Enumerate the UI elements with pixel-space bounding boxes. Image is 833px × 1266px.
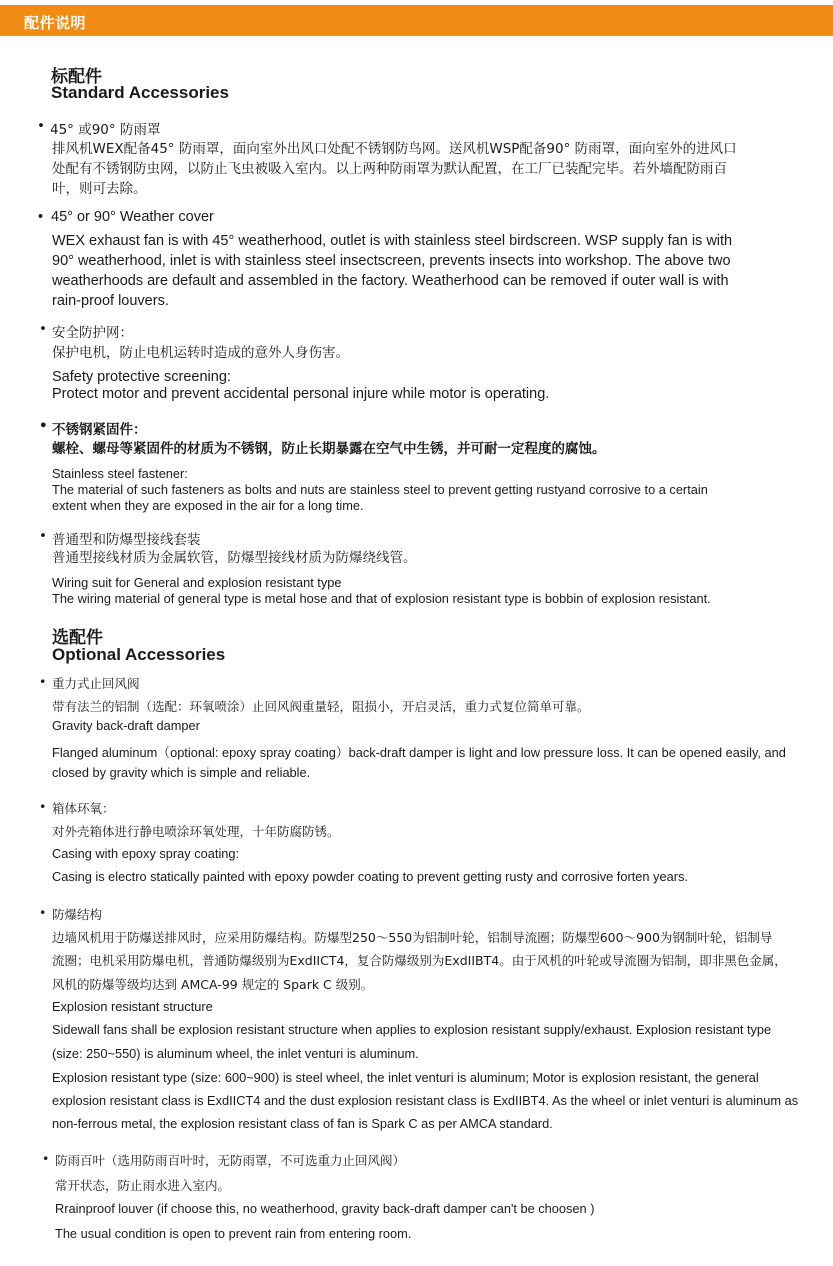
damper-text-en-2: closed by gravity which is simple and reliable. (52, 765, 311, 780)
damper-text-cn: 带有法兰的铝制（选配：环氧喷涂）止回风阀重量轻，阻损小，开启灵活，重力式复位简单可靠。 (52, 699, 590, 714)
standard-title-en: Standard Accessories (51, 83, 229, 102)
louver-text-en: The usual condition is open to prevent rain from entering room. (55, 1226, 412, 1241)
cover-text-cn-3: 叶，则可去除。 (52, 181, 147, 197)
wiring-text-en: The wiring material of general type is metal hose and that of explosion resistant type is bobbin of explosion resistant. (52, 591, 711, 606)
explosion-text-en-5: non-ferrous metal, the explosion resistant class of fan is Spark C as per AMCA standard. (52, 1116, 553, 1131)
explosion-heading-cn: • 防爆结构 (52, 905, 102, 923)
safety-text-cn: 保护电机，防止电机运转时造成的意外人身伤害。 (52, 345, 349, 361)
fastener-heading-cn: • 不锈钢紧固件： (52, 418, 147, 438)
damper-heading-en: Gravity back-draft damper (52, 718, 200, 733)
header-title: 配件说明 (24, 14, 87, 32)
explosion-text-en-2: (size: 250~550) is aluminum wheel, the inlet venturi is aluminum. (52, 1046, 419, 1061)
standard-title-cn: 标配件 (51, 67, 102, 87)
safety-heading-cn: • 安全防护网： (52, 321, 133, 341)
header-bar (0, 5, 833, 36)
explosion-text-cn-2: 流圈；电机采用防爆电机，普通防爆级别为ExdIICT4，复合防爆级别为ExdIIBT4。由于风机的叶轮或导流圈为铝制，即非黑色金属， (52, 953, 787, 968)
explosion-text-cn-1: 边墙风机用于防爆送排风时，应采用防爆结构。防爆型250～550为铝制叶轮，铝制导流圈；防爆型600～900为钢制叶轮，铝制导 (52, 930, 773, 945)
louver-text-cn: 常开状态，防止雨水进入室内。 (55, 1178, 231, 1193)
cover-heading-cn: • 45° 或90° 防雨罩 (50, 118, 160, 138)
fastener-text-en-1: The material of such fasteners as bolts and nuts are stainless steel to prevent getting rustyand corrosive to a certain (52, 482, 708, 497)
wiring-heading-en: Wiring suit for General and explosion resistant type (52, 575, 342, 590)
epoxy-heading-en: Casing with epoxy spray coating: (52, 846, 240, 861)
cover-text-en-3: weatherhoods are default and assembled in the factory. Weatherhood can be removed if outer wall is with (52, 273, 729, 289)
fastener-text-en-2: extent when they are exposed in the air for a long time. (52, 498, 364, 513)
cover-text-cn-2: 处配有不锈钢防虫网，以防止飞虫被吸入室内。以上两种防雨罩为默认配置，在工厂已装配完毕。若外墙配防雨百 (52, 161, 727, 177)
cover-text-en-1: WEX exhaust fan is with 45° weatherhood, outlet is with stainless steel birdscreen. WSP supply fan is with (52, 233, 733, 249)
cover-text-en-2: 90° weatherhood, inlet is with stainless steel insectscreen, prevents insects into workshop. The above two (52, 253, 731, 269)
wiring-heading-cn: • 普通型和防爆型接线套装 (52, 528, 201, 548)
epoxy-text-cn: 对外壳箱体进行静电喷涂环氧处理，十年防腐防锈。 (52, 824, 340, 839)
louver-heading-en: Rrainproof louver (if choose this, no weatherhood, gravity back-draft damper can't be choosen ) (55, 1201, 595, 1216)
optional-title-cn: 选配件 (52, 628, 103, 648)
explosion-text-en-4: explosion resistant class is ExdIICT4 and the dust explosion resistant class is ExdIIBT4. As the wheel or inlet venturi is aluminum as (52, 1093, 799, 1108)
explosion-text-cn-3: 风机的防爆等级均达到 AMCA-99 规定的 Spark C 级别。 (52, 977, 374, 992)
cover-text-cn-1: 排风机WEX配备45° 防雨罩，面向室外出风口处配不锈钢防鸟网。送风机WSP配备90° 防雨罩，面向室外的进风口 (52, 141, 737, 157)
explosion-text-en-1: Sidewall fans shall be explosion resistant structure when applies to explosion resistant supply/exhaust. Explosion resistant type (52, 1022, 772, 1037)
epoxy-text-en: Casing is electro statically painted with epoxy powder coating to prevent getting rusty and corrosive forten years. (52, 869, 688, 884)
epoxy-heading-cn: • 箱体环氧： (52, 799, 115, 817)
explosion-text-en-3: Explosion resistant type (size: 600~900) is steel wheel, the inlet venturi is aluminum; Motor is explosion resistant, the general (52, 1070, 759, 1085)
explosion-heading-en: Explosion resistant structure (52, 999, 213, 1014)
louver-heading-cn: • 防雨百叶（选用防雨百叶时，无防雨罩，不可选重力止回风阀） (55, 1151, 405, 1169)
cover-text-en-4: rain-proof louvers. (52, 293, 169, 309)
damper-text-en-1: Flanged aluminum（optional: epoxy spray coating）back-draft damper is light and low pressure loss. It can be opened easily, and (52, 745, 786, 760)
cover-heading-en: • 45° or 90° Weather cover (51, 209, 214, 225)
wiring-text-cn: 普通型接线材质为金属软管，防爆型接线材质为防爆绕线管。 (52, 550, 417, 566)
fastener-heading-en: Stainless steel fastener: (52, 466, 188, 481)
safety-text-en: Protect motor and prevent accidental personal injure while motor is operating. (52, 386, 550, 402)
safety-heading-en: Safety protective screening: (52, 369, 231, 385)
damper-heading-cn: • 重力式止回风阀 (52, 674, 140, 692)
optional-title-en: Optional Accessories (52, 645, 226, 664)
fastener-text-cn: 螺栓、螺母等紧固件的材质为不锈钢，防止长期暴露在空气中生锈，并可耐一定程度的腐蚀。 (52, 441, 606, 457)
